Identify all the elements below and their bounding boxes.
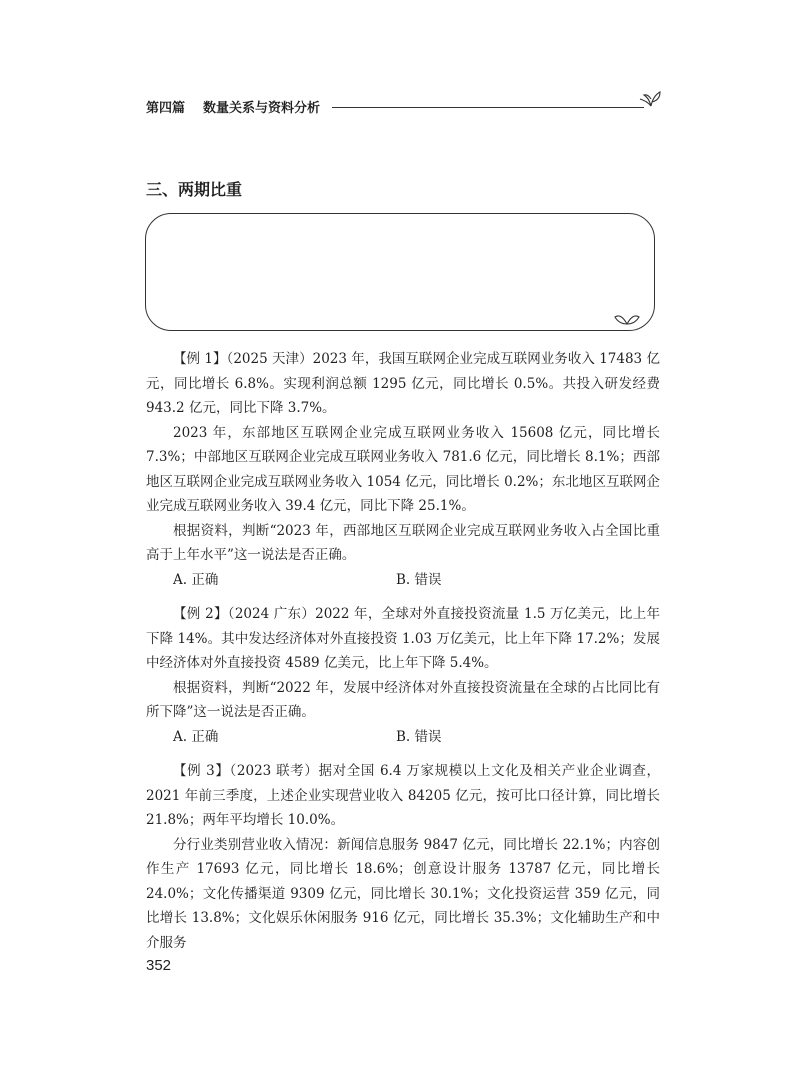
option-b: B. 错误 <box>396 728 442 745</box>
example-1-paragraph-1: 2023 年，我国互联网企业完成互联网业务收入 17483 亿元，同比增长 6.8%。实现利润总额 1295 亿元，同比增长 0.5%。共投入研发经费 943.2 亿元，同比下降 3.7%。 <box>146 351 660 416</box>
example-1-paragraph-2: 2023 年，东部地区互联网企业完成互联网业务收入 15608 亿元，同比增长 7.3%；中部地区互联网企业完成互联网业务收入 781.6 亿元，同比增长 8.1%；西部地区互联网企业完成互联网业务收入 1054 亿元，同比增长 0.2%；东北地区互联网企业完成互联网业务收入 39.4 亿元，同比下降 25.1%。 <box>146 424 660 514</box>
example-3-tag: 【例 3】 <box>173 763 230 779</box>
example-2-tag: 【例 2】 <box>173 606 228 622</box>
example-1-tag: 【例 1】 <box>173 351 227 367</box>
header-rule <box>332 107 644 108</box>
example-2-question <box>146 602 660 676</box>
sprout-icon <box>614 310 640 326</box>
example-1-source: （2025 天津） <box>226 351 313 367</box>
option-b: B. 错误 <box>396 571 442 588</box>
header-title: 数量关系与资料分析 <box>203 101 321 116</box>
running-header <box>146 95 666 119</box>
sprout-icon <box>638 87 664 109</box>
section-title: 三、两期比重 <box>146 180 243 199</box>
example-3-source: （2023 联考） <box>229 763 319 779</box>
content <box>146 347 660 955</box>
example-1-paragraph-3: 根据资料，判断“2023 年，西部地区互联网企业完成互联网业务收入占全国比重高于上年水平”这一说法是否正确。 <box>146 522 660 563</box>
example-2-options <box>146 725 660 750</box>
page-number: 352 <box>146 957 172 974</box>
notes-box <box>145 213 655 331</box>
example-2-source: （2024 广东） <box>227 606 316 622</box>
header-text <box>146 97 320 116</box>
example-3-paragraph-1: 据对全国 6.4 万家规模以上文化及相关产业企业调查，2021 年前三季度，上述企业实现营业收入 84205 亿元，按可比口径计算，同比增长 21.8%；两年平均增长 10.0%。 <box>146 763 660 828</box>
example-2-paragraph-2: 根据资料，判断“2022 年，发展中经济体对外直接投资流量在全球的占比同比有所下降”这一说法是否正确。 <box>146 679 660 720</box>
example-2-paragraph-1: 2022 年，全球对外直接投资流量 1.5 万亿美元，比上年下降 14%。其中发达经济体对外直接投资 1.03 万亿美元，比上年下降 17.2%；发展中经济体对外直接投资 4589 亿美元，比上年下降 5.4%。 <box>146 606 660 671</box>
example-3-paragraph-2: 分行业类别营业收入情况：新闻信息服务 9847 亿元，同比增长 22.1%；内容创作生产 17693 亿元，同比增长 18.6%；创意设计服务 13787 亿元，同比增长 24.0%；文化传播渠道 9309 亿元，同比增长 30.1%；文化投资运营 359 亿元，同比增长 13.8%；文化娱乐休闲服务 916 亿元，同比增长 35.3%；文化辅助生产和中介服务 <box>146 836 660 951</box>
example-3-question <box>146 759 660 833</box>
example-1-question <box>146 347 660 421</box>
example-1-options <box>146 568 660 593</box>
option-a: A. 正确 <box>173 728 219 745</box>
header-part: 第四篇 <box>146 101 186 116</box>
option-a: A. 正确 <box>173 571 219 588</box>
